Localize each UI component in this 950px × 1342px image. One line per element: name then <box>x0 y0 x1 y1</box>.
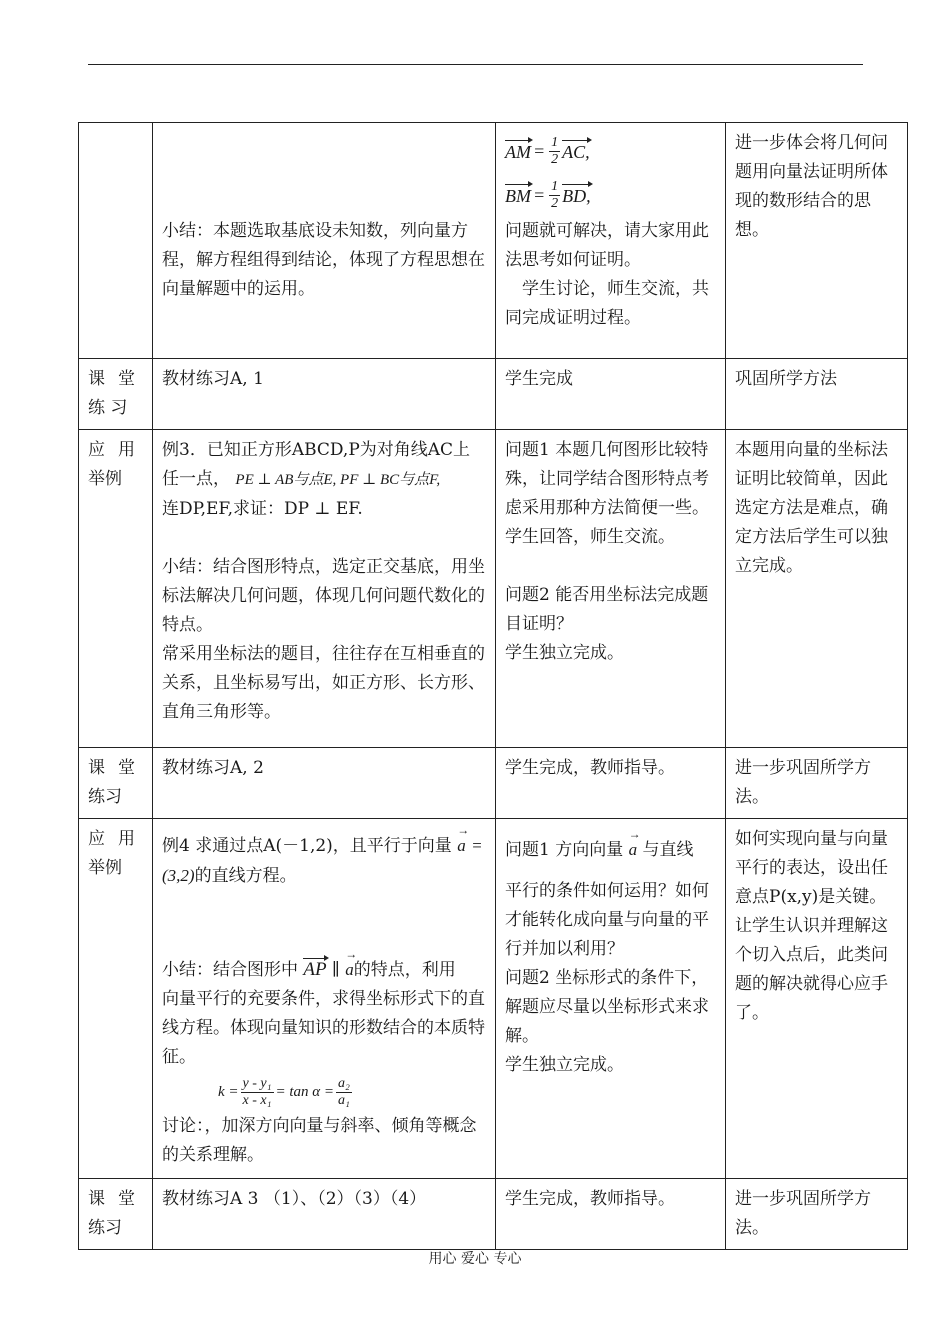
student-activity-cell: 问题1 本题几何图形比较特殊，让同学结合图形特点考虑采用那种方法简便一些。 学生回答，师生交流。 问题2 能否用坐标法完成题目证明？ 学生独立完成。 <box>496 430 726 748</box>
table-row <box>79 1179 908 1250</box>
summary-text: 小结：本题选取基底设未知数，列向量方程，解方程组得到结论，体现了方程思想在向量解题中的运用。 <box>162 221 485 299</box>
method-cell: 教材练习A 3 （1）、（2）（3）（4） <box>153 1179 496 1250</box>
intent-text: 进一步体会将几何问题用向量法证明所体现的数形结合的思想。 <box>735 133 888 240</box>
row-label-cell: 课 堂 练 习 <box>79 359 153 430</box>
table-row <box>79 819 908 1179</box>
row-label-cell: 课 堂 练习 <box>79 1179 153 1250</box>
table-row <box>79 748 908 819</box>
activity-text: 问题就可解决，请大家用此法思考如何证明。 <box>505 221 709 270</box>
slope-formula: k = $\frac{\text{y - y₁}}{\text{x - x₁}}$ = tan α = $\frac{\text{a₂}}{\text{a₁}}$ <box>218 1075 350 1108</box>
student-activity-cell: 学生完成，教师指导。 <box>496 748 726 819</box>
design-intent-cell: 如何实现向量与向量平行的表达，设出任意点P(x,y)是关键。让学生认识并理解这个切入点后，此类问题的解决就得心应手了。 <box>726 819 908 1179</box>
vector-ap: AP <box>303 959 327 980</box>
student-activity-cell <box>496 123 726 359</box>
discussion-text: 讨论：，加深方向向量与斜率、倾角等概念的关系理解。 <box>162 1116 477 1165</box>
student-activity-cell: 问题1 方向向量 → a 与直线 平行的条件如何运用？如何才能转化成向量与向量的平行并加以利用？ 问题2 坐标形式的条件下，解题应尽量以坐标形式来求解。 学生独立完成。 <box>496 819 726 1179</box>
student-activity-cell: 学生完成 <box>496 359 726 430</box>
vector-a: → a <box>457 825 466 860</box>
student-activity-cell: 学生完成，教师指导。 <box>496 1179 726 1250</box>
table-row <box>79 123 908 359</box>
summary-text: 常采用坐标法的题目，往往存在互相垂直的关系，且坐标易写出，如正方形、长方形、直角三角形等。 <box>162 644 485 722</box>
fraction-half: $\frac{1}{2}$ <box>551 134 559 167</box>
header-rule <box>88 64 863 65</box>
example-4-text: 例4 求通过点A(－1,2)，且平行于向量 → a =(3,2)的直线方程。 <box>162 825 486 891</box>
row-label-cell: 课 堂 练习 <box>79 748 153 819</box>
activity-text: 学生讨论，师生交流，共同完成证明过程。 <box>505 279 709 328</box>
page-footer: 用心 爱心 专心 <box>428 1251 522 1267</box>
perpendicular-formula: PE ⊥ AB与点E, PF ⊥ BC与点F, <box>235 472 441 488</box>
method-cell <box>153 819 496 1179</box>
design-intent-cell: 巩固所学方法 <box>726 359 908 430</box>
fraction-half: $\frac{1}{2}$ <box>551 178 559 211</box>
formula-bm: BM = $\frac{1}{2}$ BD, <box>505 178 591 211</box>
design-intent-cell: 进一步巩固所学方法。 <box>726 748 908 819</box>
row-label-cell: 应 用 举例 <box>79 819 153 1179</box>
table-row <box>79 359 908 430</box>
summary-text: 小结：结合图形特点，选定正交基底，用坐标法解决几何问题，体现几何问题代数化的特点。 <box>162 557 485 635</box>
method-cell: 教材练习A, 2 <box>153 748 496 819</box>
method-cell <box>153 123 496 359</box>
design-intent-cell: 本题用向量的坐标法证明比较简单，因此选定方法是难点，确定方法后学生可以独立完成。 <box>726 430 908 748</box>
table-row <box>79 430 908 748</box>
formula-am: AM = $\frac{1}{2}$ AC, <box>505 134 590 167</box>
row-label-cell <box>79 123 153 359</box>
summary-text: 向量平行的充要条件，求得坐标形式下的直线方程。体现向量知识的形数结合的本质特征。 <box>162 989 485 1067</box>
lesson-plan-table <box>78 122 908 1250</box>
summary-text: 小结：结合图形中 AP ∥ → a的特点，利用 <box>162 949 486 985</box>
method-cell: 教材练习A, 1 <box>153 359 496 430</box>
design-intent-cell: 进一步巩固所学方法。 <box>726 1179 908 1250</box>
method-cell: 例3．已知正方形ABCD,P为对角线AC上任一点， PE ⊥ AB与点E, PF ⊥ BC与点F, 连DP,EF,求证：DP ⊥ EF. 小结：结合图形特点，选定正交基底，用坐标法解决几何问题，体现几何问题代数化的特点。 常采用坐标法的题目，往往存在互相垂直的关系，且坐标易写出，如正方形、长方形、直角三角形等。 <box>153 430 496 748</box>
row-label-cell: 应 用 举例 <box>79 430 153 748</box>
design-intent-cell <box>726 123 908 359</box>
example-3-text: 例3．已知正方形ABCD,P为对角线AC上任一点， PE ⊥ AB与点E, PF ⊥ BC与点F, <box>162 440 471 489</box>
